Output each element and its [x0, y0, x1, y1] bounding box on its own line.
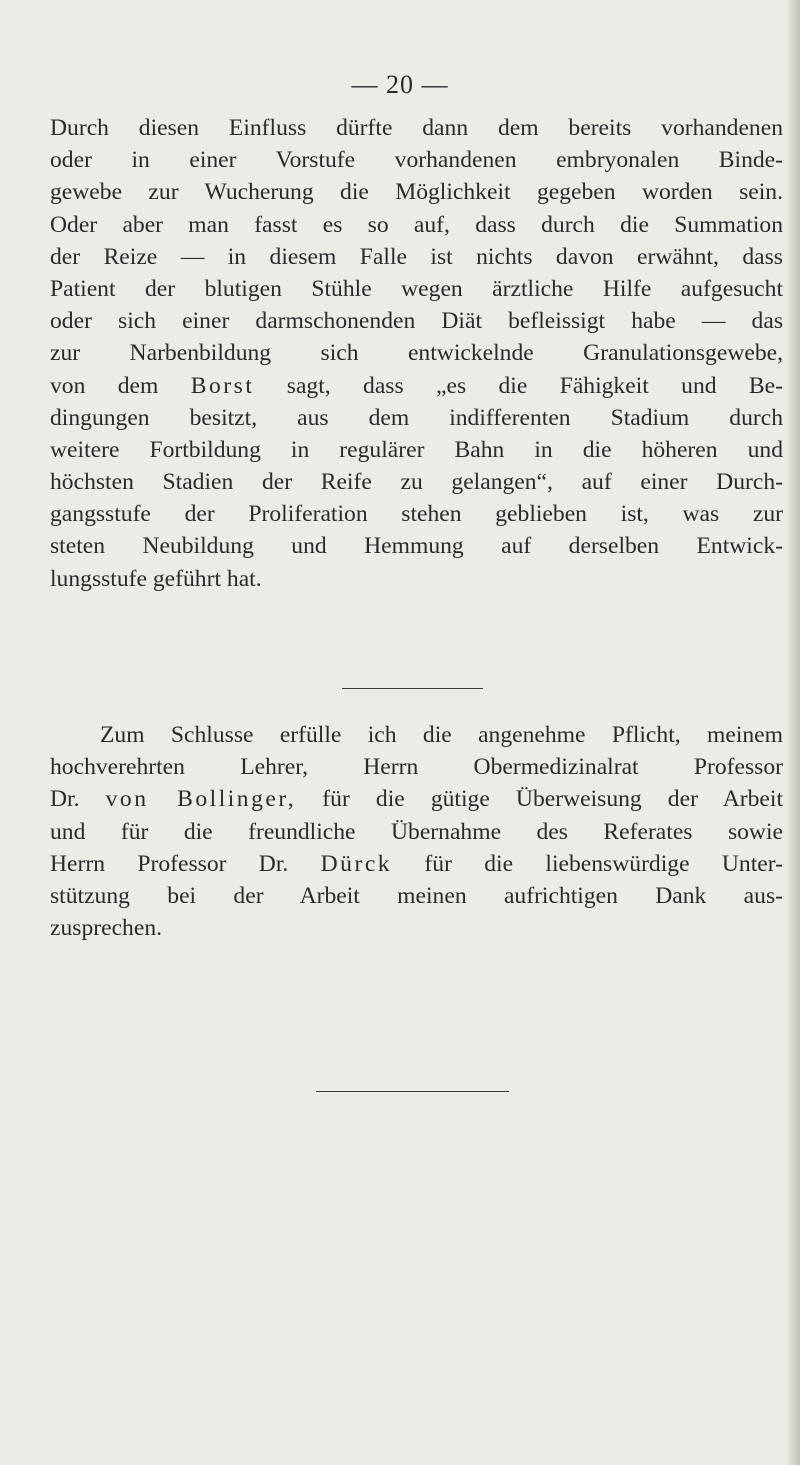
text-line: lungsstufe geführt hat.: [50, 565, 262, 592]
text-line: hochverehrten Lehrer, Herrn Obermedizinalrat Professor: [50, 754, 783, 781]
paragraph-1: [50, 112, 783, 595]
text-line: zusprechen.: [50, 915, 163, 942]
text-line: der Reize — in diesem Falle ist nichts davon erwähnt, dass: [50, 243, 783, 270]
text-line: oder in einer Vorstufe vorhandenen embryonalen Binde-: [50, 147, 783, 174]
text-line: gangsstufe der Proliferation stehen geblieben ist, was zur: [50, 501, 783, 528]
text-line: zur Narbenbildung sich entwickelnde Granulationsgewebe,: [50, 340, 783, 367]
text-segment: Dr.: [50, 786, 80, 813]
text-line: stützung bei der Arbeit meinen aufrichtigen Dank aus-: [50, 882, 783, 909]
text-line: Zum Schlusse erfülle ich die angenehme Pflicht, meinem: [100, 722, 783, 748]
text-line: dingungen besitzt, aus dem indifferenten Stadium durch: [50, 404, 783, 431]
text-segment: Herrn Professor Dr.: [50, 850, 289, 877]
text-segment: sagt, dass „es die Fähigkeit und Be-: [286, 372, 783, 399]
text-line: weitere Fortbildung in regulärer Bahn in die höheren und: [50, 436, 783, 463]
text-segment: von dem: [50, 372, 159, 399]
text-line: steten Neubildung und Hemmung auf derselben Entwick-: [50, 533, 783, 560]
page-number: — 20 —: [351, 70, 449, 99]
author-name-borst: Borst: [190, 372, 255, 399]
section-divider: [342, 688, 483, 689]
text-line: [50, 370, 783, 402]
end-rule: [316, 1091, 509, 1092]
text-segment: für die gütige Überweisung der Arbeit: [322, 786, 784, 813]
author-name-bollinger: von Bollinger,: [105, 786, 297, 813]
paragraph-2: [50, 719, 783, 944]
author-name-durck: Dürck: [320, 850, 393, 877]
text-line: höchsten Stadien der Reife zu gelangen“, auf einer Durch-: [50, 469, 783, 496]
text-line: [50, 783, 783, 815]
text-line: [50, 848, 783, 880]
text-line: Oder aber man fasst es so auf, dass durch die Summation: [50, 211, 783, 238]
text-line: Durch diesen Einfluss dürfte dann dem bereits vorhandenen: [50, 115, 783, 141]
text-segment: für die liebenswürdige Unter-: [424, 850, 783, 877]
text-line: und für die freundliche Übernahme des Referates sowie: [50, 818, 783, 845]
text-line: Patient der blutigen Stühle wegen ärztliche Hilfe aufgesucht: [50, 275, 783, 302]
text-line: oder sich einer darmschonenden Diät befleissigt habe — das: [50, 308, 783, 335]
text-line: gewebe zur Wucherung die Möglichkeit gegeben worden sein.: [50, 179, 783, 206]
page-edge-shadow: [786, 0, 800, 1465]
